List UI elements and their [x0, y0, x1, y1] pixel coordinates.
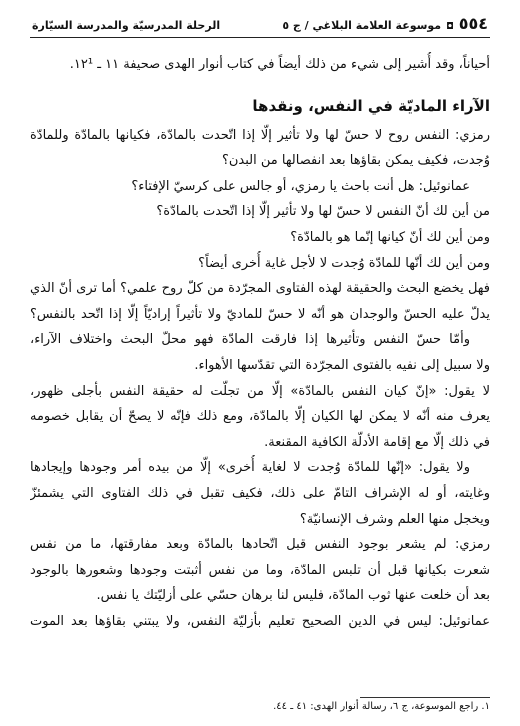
- paragraph-emmanuel-2: [30, 609, 490, 635]
- paragraph-line: في ذلك إلّا مع إقامة الأدلّة الكافية المقنعة.: [264, 434, 490, 450]
- page-number: ٥٥٤: [458, 14, 488, 33]
- paragraph-line: ولا يقول: «إنّها للمادّة وُجدت لا لغاية أُخرى» إلّا من بيده أمر وجودها وإيجادها: [30, 460, 470, 476]
- paragraph-line: عمانوئيل: ليس في الدين الصحيح تعليم بأزليّة النفس، ولا يبتني بقاؤها بعد الموت: [30, 613, 490, 629]
- paragraph-line: لا يقول: «إنّ كيان النفس بالمادّة» إلّا من تجلّت له حقيقة النفس بأجلى ظهور،: [30, 383, 490, 399]
- paragraph-line: ولا سبيل إلى نفيه بالفتوى المجرّدة التي تقدّسها الأهواء.: [194, 357, 490, 373]
- paragraph-line: وغايته، أو له الإشراف التامّ على ذلك، فكيف تقبل في ذلك الفتاوى التي يشمئزّ: [30, 485, 490, 501]
- paragraph-sense: [30, 327, 490, 378]
- separator-icon: ◘: [446, 22, 454, 32]
- paragraph-line: وُجدت، فكيف يمكن بقاؤها بعد انفصالها من البدن؟: [221, 153, 490, 169]
- paragraph-line: رمزي: لم يشعر بوجود النفس قبل اتّحادها بالمادّة وبعد مفارقتها، ما من نفس: [30, 537, 490, 553]
- paragraph-ramzi-1: [30, 123, 490, 174]
- paragraph-line: بعد أن خلعت عنها ثوب المادّة، فليس لنا برهان حسّي على أزليّتك يا نفس.: [96, 588, 490, 604]
- paragraph-line: ويخجل منها العلم وشرف الإنسانيّة؟: [299, 511, 490, 527]
- paragraph-line: من أين لك أنّ النفس لا حسّ لها ولا تأثير إلّا إذا اتّحدت بالمادّة؟: [156, 204, 490, 220]
- header-book-info: [282, 14, 488, 33]
- paragraph-line: شعرت بكيانها قبل أن تلبس المادّة، وما من نفس أثبتت وجودها وشعورها بالوجود: [30, 562, 490, 578]
- section-heading: الآراء الماديّة في النفس، ونقدها: [252, 96, 490, 115]
- paragraph-line: عمانوئيل: هل أنت باحث يا رمزي، أو جالس على كرسيّ الإفتاء؟: [131, 178, 470, 194]
- paragraph-line: يدلّ عليه الحسّ والوجدان هو أنّه لا حسّ للماديّ ولا تأثيراً إراديّاً إلّا إذا اتّحد بالنفس؟: [30, 306, 490, 322]
- paragraph-question: [30, 276, 490, 327]
- intro-line: أحياناً، وقد أُشير إلى شيء من ذلك أيضاً في كتاب أنوار الهدى صحيفة ١١ ـ ١٢¹.: [69, 57, 490, 72]
- paragraph-line: وأمّا حسّ النفس وتأثيرها إذا فارقت المادّة فهو محلّ البحث واختلاف الآراء،: [30, 332, 470, 348]
- body-text: [30, 52, 490, 634]
- footnote-divider: [360, 697, 490, 698]
- paragraph-ramzi-2: [30, 532, 490, 609]
- paragraph-emmanuel-1: [30, 174, 490, 276]
- footnote: ١. راجع الموسوعة، ج ٦، رسالة أنوار الهدى: ٤١ ـ ٤٤.: [273, 701, 490, 712]
- paragraph-line: فهل يخضع البحث والحقيقة لهذه الفتاوى المجرّدة من كلّ روح علمي؟ أما ترى أنّ الذي: [30, 281, 490, 297]
- book-title: موسوعة العلامة البلاغي / ج ٥: [282, 19, 442, 32]
- chapter-title: الرحلة المدرسيّة والمدرسة السيّارة: [32, 19, 221, 32]
- paragraph-purpose: [30, 455, 490, 532]
- running-header: [30, 14, 490, 38]
- paragraph-line: رمزي: النفس روح لا حسّ لها ولا تأثير إلّا إذا اتّحدت بالمادّة، فكيانها بالمادّة وللمادّة: [30, 127, 490, 143]
- paragraph-line: ومن أين لك أنّ كيانها إنّما هو بالمادّة؟: [290, 229, 490, 245]
- paragraph-line: يعرف منه أنّه لا يمكن لها الكيان إلّا بالمادّة، ومع ذلك فإنّه لا يصحّ أن يقابل خصومه: [30, 409, 490, 425]
- paragraph-line: ومن أين لك أنّها للمادّة وُجدت لا لأجل غاية أُخرى أيضاً؟: [198, 255, 490, 271]
- paragraph-existence: [30, 379, 490, 456]
